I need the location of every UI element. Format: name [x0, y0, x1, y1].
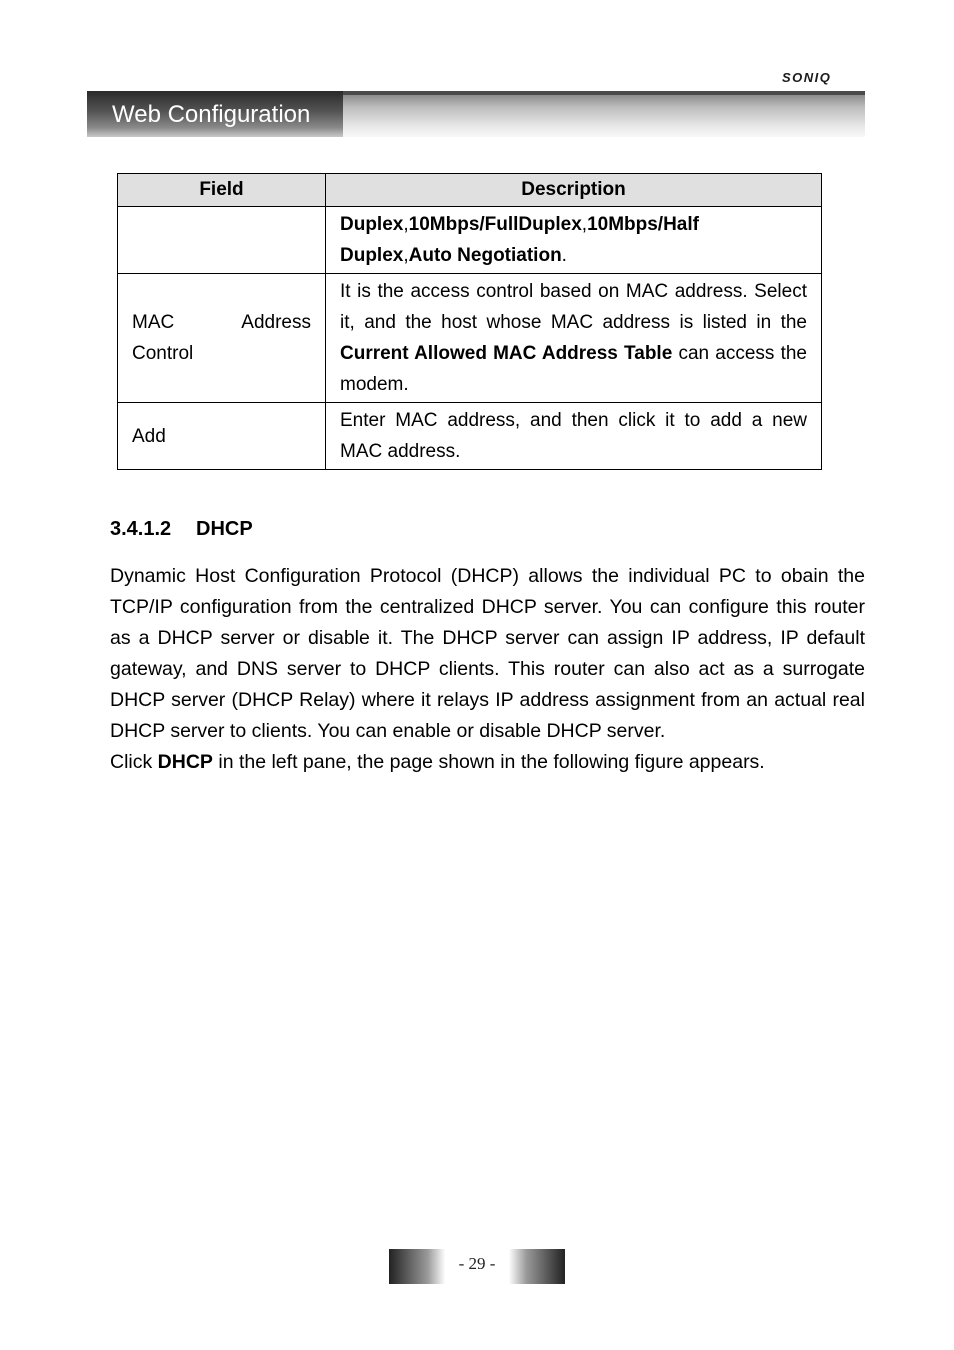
header-section-title: Web Configuration: [112, 101, 311, 128]
field-cell: [118, 207, 326, 274]
section-title: DHCP: [196, 518, 253, 540]
brand-logo: SONIQ: [782, 70, 832, 85]
dhcp-paragraph: Dynamic Host Configuration Protocol (DHCP) allows the individual PC to obain the TCP/IP configuration from the centralized DHCP server. You can configure this router as a DHCP server or disable it. The DHCP server can assign IP address, IP default gateway, and DNS server to DHCP clients. This router can also act as a surrogate DHCP server (DHCP Relay) where it relays IP address assignment from an actual real DHCP server to clients. You can enable or disable DHCP server.: [110, 565, 865, 742]
duplex-option: 10Mbps/FullDuplex: [408, 214, 582, 235]
table-header-row: [118, 174, 822, 207]
table-row: [118, 207, 822, 274]
section-heading: [110, 518, 253, 541]
page-number: - 29 -: [458, 1254, 496, 1273]
field-description-table: [117, 173, 822, 470]
duplex-option: 10Mbps/Half Duplex: [340, 214, 699, 266]
column-header-field: Field: [118, 174, 326, 207]
table-row: [118, 403, 822, 470]
description-cell: Enter MAC address, and then click it to add a new MAC address.: [326, 403, 822, 470]
section-number: 3.4.1.2: [110, 518, 172, 540]
table-row: [118, 274, 822, 403]
column-header-description: Description: [326, 174, 822, 207]
body-text: [110, 561, 865, 778]
description-cell: It is the access control based on MAC address. Select it, and the host whose MAC address is listed in the Current Allowed MAC Address Table can access the modem.: [326, 274, 822, 403]
emphasis-term: DHCP: [157, 751, 213, 773]
field-cell: Add: [118, 403, 326, 470]
field-cell: MAC Address Control: [118, 274, 326, 403]
emphasis-term: Current Allowed MAC Address Table: [340, 343, 673, 364]
dhcp-instruction: Click DHCP in the left pane, the page shown in the following figure appears.: [110, 751, 765, 773]
header-section-tab: [87, 91, 343, 137]
duplex-option: Duplex: [340, 214, 404, 235]
description-cell: Duplex,10Mbps/FullDuplex,10Mbps/Half Duplex,Auto Negotiation.: [326, 207, 822, 274]
duplex-option: Auto Negotiation: [408, 245, 562, 266]
